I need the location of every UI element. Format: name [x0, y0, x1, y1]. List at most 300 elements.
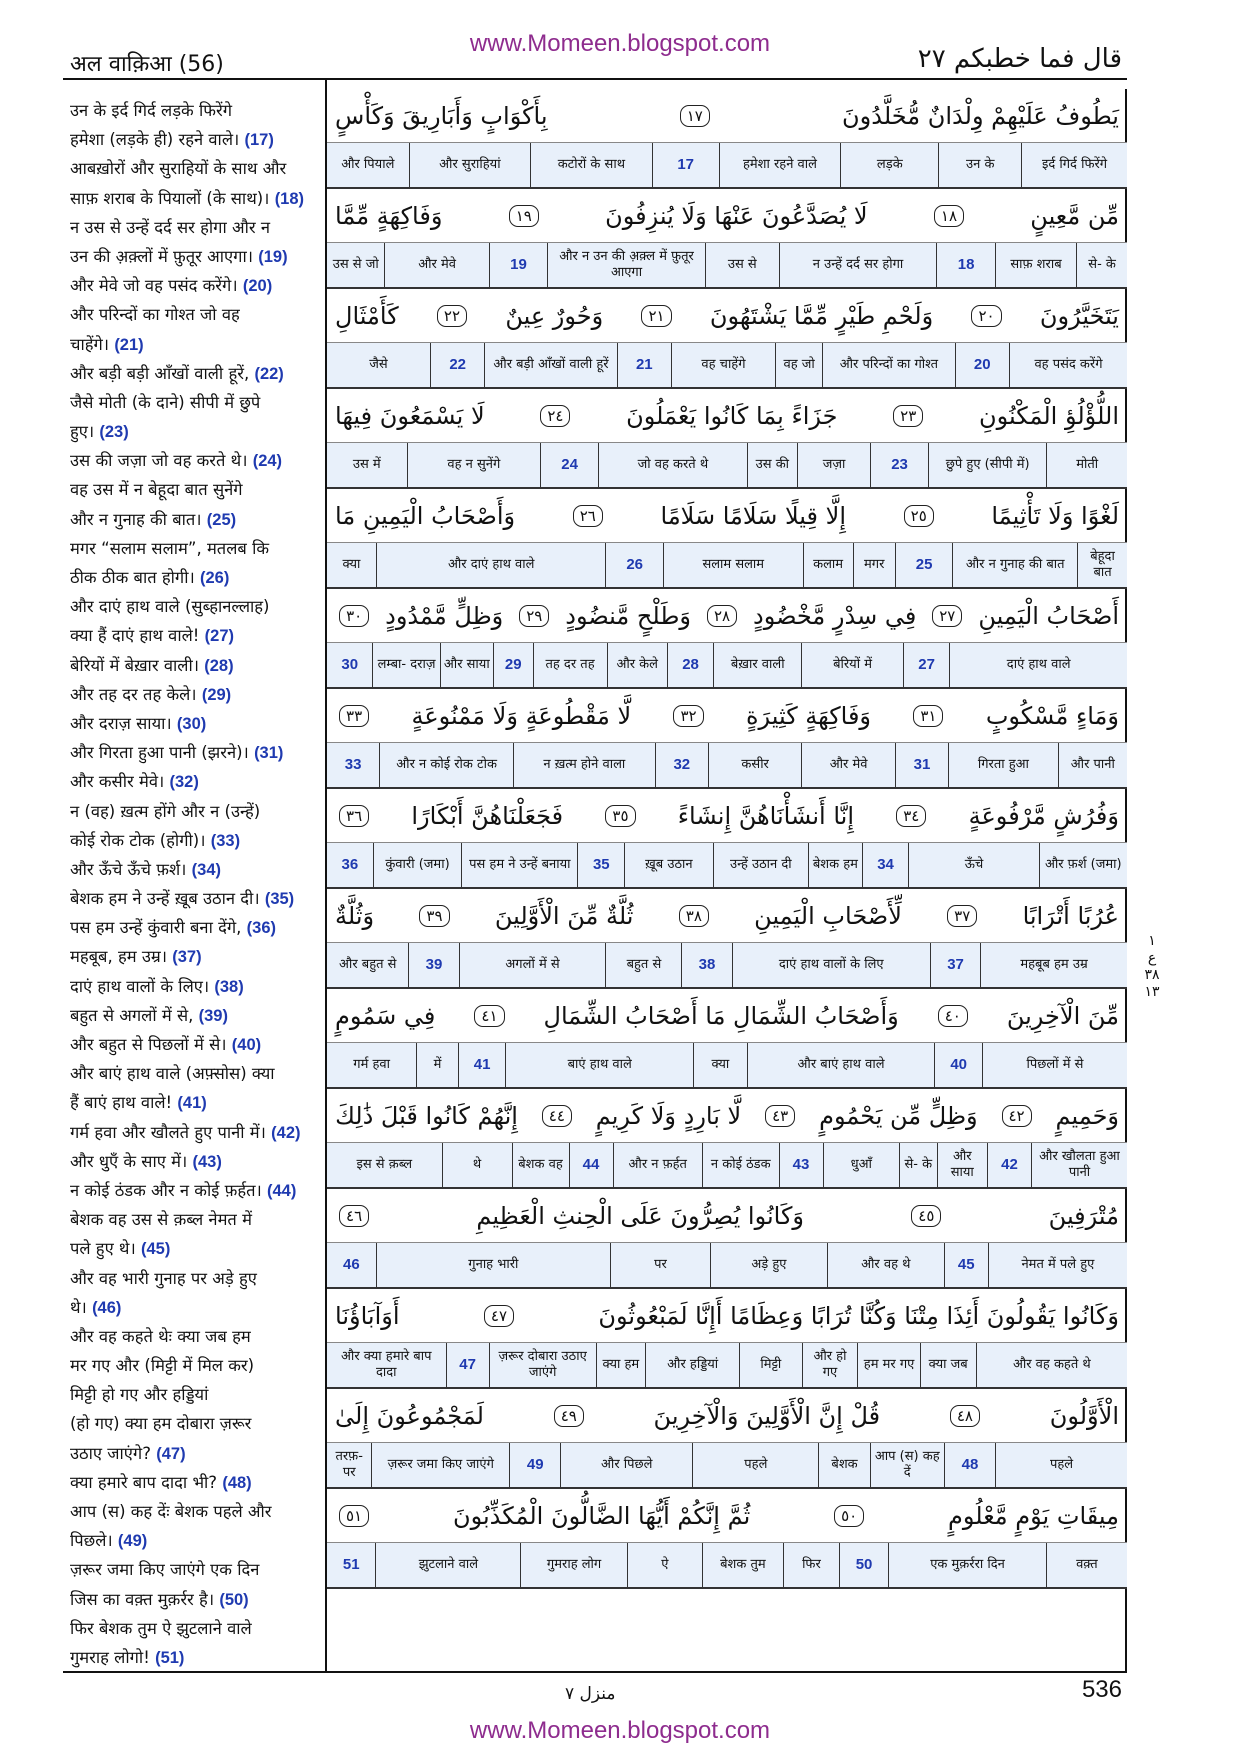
translation-text: उन की अ़क़्लों में फ़ुतूर आएगा।: [70, 246, 253, 266]
meaning-row: [327, 543, 1127, 589]
meaning-verse-number: 22: [430, 343, 484, 387]
translation-text: और दराज़ साया।: [70, 713, 172, 733]
arabic-text: يَتَخَيَّرُونَ: [1039, 301, 1119, 330]
translation-text: जैसे मोती (के दाने) सीपी में छुपे: [70, 392, 261, 412]
meaning-cell: हम मर गए: [857, 1343, 919, 1387]
ayah-marker: ٢٧: [932, 605, 962, 627]
translation-text: थे।: [70, 1297, 87, 1317]
meaning-cell: मिट्टी: [739, 1343, 801, 1387]
translation-line: [70, 1176, 322, 1205]
verse-number: (31): [254, 744, 284, 763]
arabic-text: لَا يَسْمَعُونَ فِيهَا: [335, 401, 485, 430]
translation-text: वह उस में न बेहूदा बात सुनेंगे: [70, 480, 243, 500]
arabic-line: [327, 89, 1127, 143]
meaning-cell: उन के: [938, 143, 1021, 187]
meaning-cell: थे: [442, 1143, 512, 1187]
meaning-verse-number: 25: [895, 543, 952, 587]
arabic-text: فِي سِدْرٍ مَّخْضُودٍ: [753, 601, 917, 630]
translation-line: [70, 271, 322, 300]
meaning-verse-number: 21: [617, 343, 671, 387]
meaning-cell: जैसे: [369, 357, 388, 372]
meaning-cell: झुटलाने वाले: [375, 1543, 520, 1587]
meaning-cell: हमेशा रहने वाले: [719, 143, 840, 187]
translation-line: [70, 1205, 322, 1234]
ayah-marker: ٢٥: [904, 505, 934, 527]
meaning-verse-number: 19: [489, 243, 547, 287]
arabic-line: [327, 289, 1127, 343]
meaning-cell: इस से क़ब्ल: [356, 1157, 413, 1172]
translation-text: ठीक ठीक बात होगी।: [70, 568, 195, 587]
meaning-cell: वक़्त: [1046, 1543, 1127, 1587]
meaning-row: [327, 643, 1127, 689]
meaning-cell: और न गुनाह की बात: [952, 543, 1077, 587]
arabic-text: وَظِلٍّ مَّمْدُودٍ: [385, 601, 504, 630]
translation-line: [70, 1468, 322, 1497]
translation-text: और बहुत से पिछलों में से।: [70, 1035, 227, 1054]
translation-text: और परिन्दों का गोश्त जो वह: [70, 305, 240, 325]
translation-line: [70, 475, 322, 504]
translation-line: [70, 388, 322, 417]
translation-line: [70, 1264, 322, 1293]
translation-line: [70, 534, 322, 563]
meaning-cell: लम्बा- दराज़: [372, 643, 439, 687]
translation-text: गुमराह लोगो!: [70, 1647, 150, 1667]
verse-number: (22): [254, 364, 284, 383]
arabic-text: بِأَكْوَابٍ وَأَبَارِيقَ وَكَأْسٍ: [335, 101, 548, 130]
ayah-marker: ٥١: [339, 1505, 369, 1527]
meaning-verse-number: 34: [862, 843, 909, 887]
meaning-verse-number: 17: [652, 143, 719, 187]
meaning-cell: पर: [610, 1243, 710, 1287]
meaning-verse-number: 37: [930, 943, 980, 987]
meaning-cell: पिछलों में से: [982, 1043, 1127, 1087]
meaning-cell: और खौलता हुआ पानी: [1031, 1143, 1127, 1187]
translation-text: और न गुनाह की बात।: [70, 509, 202, 529]
ayah-marker: ٣٣: [339, 705, 369, 727]
arabic-text: وَفُرُشٍ مَّرْفُوعَةٍ: [968, 801, 1119, 830]
ayah-marker: ٤٧: [484, 1305, 514, 1327]
translation-line: [70, 213, 322, 242]
meaning-cell: उस की: [747, 443, 797, 487]
arabic-line: [327, 1089, 1127, 1143]
translation-line: [70, 1147, 322, 1176]
meaning-cell: धुआँ: [823, 1143, 900, 1187]
meaning-verse-number: 45: [944, 1243, 988, 1287]
meaning-cell: एक मुक़र्ररा दिन: [888, 1543, 1045, 1587]
translation-text: और तह दर तह केले।: [70, 684, 197, 704]
arabic-text: وَظِلٍّ مِّن يَحْمُومٍ: [819, 1101, 978, 1130]
meaning-cell: और वह कहते थे: [976, 1343, 1127, 1387]
ruku-marker-text: ١٣: [1144, 984, 1160, 1000]
translation-line: [70, 1439, 322, 1468]
ayah-marker: ٥٠: [834, 1505, 864, 1527]
meaning-row: [327, 1343, 1127, 1389]
ayah-marker: ٢٩: [519, 605, 549, 627]
meaning-cell: क्या: [342, 557, 361, 572]
verse-number: (27): [204, 627, 234, 646]
meaning-verse-number: 51: [342, 1556, 360, 1573]
ayah-marker: ٤٣: [765, 1105, 795, 1127]
meaning-cell: और साया: [440, 643, 493, 687]
verse-number: (50): [219, 1590, 249, 1609]
meaning-verse-number: 49: [509, 1443, 560, 1487]
arabic-text: يَطُوفُ عَلَيْهِمْ وِلْدَانٌ مُّخَلَّدُونَ: [842, 101, 1119, 130]
translation-line: [70, 184, 322, 213]
translation-text: मिट्टी हो गए और हड्डियां: [70, 1385, 209, 1405]
meaning-cell: गर्म हवा: [353, 1057, 390, 1072]
meaning-cell: गुमराह लोग: [520, 1543, 627, 1587]
arabic-text: فَجَعَلْنَاهُنَّ أَبْكَارًا: [411, 801, 564, 830]
meaning-cell: मगर: [853, 543, 895, 587]
verse-number: (17): [244, 131, 274, 150]
translation-text: फिर बेशक तुम ऐ झुटलाने वाले: [70, 1618, 252, 1638]
translation-line: [70, 884, 322, 913]
arabic-text: لَغْوًا وَلَا تَأْثِيمًا: [991, 501, 1119, 530]
meaning-cell: ऐ: [627, 1543, 702, 1587]
meaning-cell: कलाम: [803, 543, 853, 587]
meaning-cell: गुनाह भारी: [376, 1243, 610, 1287]
translation-text: मर गए और (मिट्टी में मिल कर): [70, 1356, 255, 1376]
translation-line: [70, 1380, 322, 1409]
verse-number: (33): [210, 831, 241, 850]
translation-text: ज़रूर जमा किए जाएंगे एक दिन: [70, 1560, 260, 1580]
meaning-verse-number: 42: [987, 1143, 1031, 1187]
translation-text: चाहेंगे।: [70, 334, 110, 354]
meaning-verse-number: 29: [493, 643, 533, 687]
verse-number: (24): [252, 452, 283, 471]
verse-number: (32): [169, 773, 199, 792]
translation-line: [70, 1614, 322, 1643]
arabic-text: عُرُبًا أَتْرَابًا: [1022, 901, 1119, 930]
translation-line: [70, 1293, 322, 1322]
translation-column: [70, 96, 322, 1672]
ayah-marker: ٤٢: [1002, 1105, 1032, 1127]
translation-line: [70, 767, 322, 796]
translation-line: [70, 972, 322, 1001]
meaning-verse-number: 28: [667, 643, 713, 687]
ayah-marker: ٤١: [474, 1005, 504, 1027]
meaning-cell: आप (स) कह दें: [870, 1443, 944, 1487]
meaning-cell: और मेवे: [801, 743, 894, 787]
translation-text: न उस से उन्हें दर्द सर होगा और न: [70, 217, 271, 237]
verse-number: (39): [198, 1006, 228, 1025]
meaning-cell: पस हम ने उन्हें बनाया: [461, 843, 577, 887]
translation-line: [70, 1001, 322, 1030]
meaning-verse-number: 39: [408, 943, 458, 987]
meaning-cell: जज़ा: [797, 443, 870, 487]
meaning-cell: बेशक वह: [512, 1143, 569, 1187]
meaning-cell: वह पसंद करेंगे: [1009, 343, 1127, 387]
translation-line: [70, 1643, 322, 1672]
meaning-row: [327, 1143, 1127, 1189]
ayah-marker: ٣٨: [679, 905, 709, 927]
arabic-text: وَحَمِيمٍ: [1055, 1101, 1119, 1130]
translation-text: कोई रोक टोक (होगी)।: [70, 830, 206, 850]
meaning-row: [327, 443, 1127, 489]
verse-number: (25): [206, 510, 237, 529]
ayah-marker: ٢٨: [707, 605, 737, 627]
verse-number: (45): [140, 1240, 171, 1259]
translation-line: [70, 855, 322, 884]
arabic-text: وَأَصْحَابُ الشِّمَالِ مَا أَصْحَابُ الشِّمَالِ: [543, 1001, 899, 1030]
meaning-row: [327, 1043, 1127, 1089]
page-number: 536: [1081, 1676, 1122, 1703]
meaning-cell: और दाएं हाथ वाले: [376, 543, 606, 587]
meaning-cell: क्या: [693, 1043, 747, 1087]
arabic-line: [327, 1189, 1127, 1243]
verse-number: (19): [258, 247, 288, 266]
ayah-marker: ٣٤: [896, 805, 926, 827]
arabic-text: وَمَاءٍ مَّسْكُوبٍ: [985, 701, 1119, 730]
arabic-text: وَطَلْحٍ مَّنضُودٍ: [565, 601, 692, 630]
ayah-marker: ٣٦: [339, 805, 369, 827]
translation-line: [70, 942, 322, 971]
meaning-cell: बहुत से: [605, 943, 681, 987]
meaning-cell: और मेवे: [384, 243, 488, 287]
meaning-cell: और पानी: [1058, 743, 1127, 787]
verse-number: (42): [271, 1123, 301, 1142]
meaning-verse-number: 27: [903, 643, 949, 687]
verse-number: (26): [200, 569, 230, 587]
ayah-marker: ٤٤: [542, 1105, 572, 1127]
arabic-text: قُلْ إِنَّ الْأَوَّلِينَ وَالْآخِرِينَ: [653, 1401, 881, 1430]
meaning-cell: ज़रूर जमा किए जाएंगे: [371, 1443, 509, 1487]
arabic-line: [327, 589, 1127, 643]
verse-number: (37): [172, 948, 202, 967]
verse-number: (48): [222, 1473, 252, 1492]
meaning-verse-number: 35: [577, 843, 624, 887]
meaning-cell: क्या हम: [596, 1343, 646, 1387]
translation-line: [70, 563, 322, 592]
meaning-row: [327, 1443, 1127, 1489]
meaning-cell: पहले: [692, 1443, 818, 1487]
meaning-cell: दाएं हाथ वालों के लिए: [732, 943, 930, 987]
meaning-cell: तह दर तह: [533, 643, 607, 687]
translation-text: उठाए जाएंगे?: [70, 1443, 151, 1463]
top-rule: [63, 78, 1127, 80]
meaning-verse-number: 18: [936, 243, 994, 287]
arabic-text: وَفَاكِهَةٍ مِّمَّا: [335, 201, 443, 230]
meaning-verse-number: 43: [779, 1143, 823, 1187]
translation-line: [70, 154, 322, 183]
arabic-text: لَّا مَقْطُوعَةٍ وَلَا مَمْنُوعَةٍ: [411, 701, 632, 730]
translation-text: आप (स) कह देंः बेशक पहले और: [70, 1502, 272, 1521]
translation-text: हुए।: [70, 422, 95, 442]
meaning-cell: वह जो: [775, 343, 822, 387]
translation-text: और मेवे जो वह पसंद करेंगे।: [70, 276, 238, 296]
verse-number: (30): [176, 714, 207, 733]
ayah-marker: ٤٦: [339, 1205, 369, 1227]
ayah-marker: ٤٠: [938, 1005, 968, 1027]
ruku-marker: [1140, 933, 1164, 1001]
translation-text: पले हुए थे।: [70, 1239, 136, 1259]
verse-number: (20): [242, 277, 273, 296]
meaning-verse-number: 30: [341, 656, 359, 673]
meaning-row: [327, 743, 1127, 789]
meaning-cell: न उन्हें दर्द सर होगा: [779, 243, 937, 287]
website-url-top[interactable]: www.Momeen.blogspot.com: [469, 30, 771, 57]
meaning-cell: और हो गए: [802, 1343, 858, 1387]
meaning-cell: में: [416, 1043, 458, 1087]
meaning-verse-number: 41: [458, 1043, 506, 1087]
ayah-marker: ٣٢: [673, 705, 703, 727]
arabic-text: أَوَآبَاؤُنَا: [335, 1301, 400, 1330]
verse-number: (21): [114, 335, 144, 354]
meaning-cell: तरफ़- पर: [335, 1449, 363, 1480]
meaning-cell: उन्हें उठान दी: [713, 843, 808, 887]
arabic-line: [327, 1489, 1127, 1543]
meaning-cell: कुंवारी (जमा): [373, 843, 461, 887]
ayah-marker: ١٨: [934, 205, 964, 227]
meaning-verse-number: 48: [944, 1443, 995, 1487]
arabic-text: وَفَاكِهَةٍ كَثِيرَةٍ: [745, 701, 872, 730]
ayah-marker: ١٧: [680, 105, 710, 127]
meaning-cell: और पिछले: [560, 1443, 692, 1487]
translation-line: [70, 300, 322, 329]
translation-line: [70, 826, 322, 855]
translation-text: क्या हमारे बाप दादा भी?: [70, 1472, 218, 1492]
translation-line: [70, 1088, 322, 1117]
meaning-cell: और सुराहियां: [409, 143, 530, 187]
meaning-verse-number: 23: [870, 443, 928, 487]
translation-text: और वह भारी गुनाह पर अड़े हुए: [70, 1268, 257, 1288]
meaning-cell: न ख़त्म होने वाला: [513, 743, 655, 787]
arabic-text: كَأَمْثَالِ: [335, 301, 399, 330]
translation-text: बेशक हम ने उन्हें ख़ूब उठान दी।: [70, 889, 260, 909]
ruku-marker-text: ١: [1148, 933, 1156, 949]
meaning-row: [327, 1543, 1127, 1589]
ayah-marker: ٤٥: [911, 1205, 941, 1227]
meaning-verse-number: 32: [655, 743, 708, 787]
translation-line: [70, 1497, 322, 1526]
arabic-text: إِنَّهُمْ كَانُوا قَبْلَ ذَٰلِكَ: [335, 1101, 518, 1130]
verse-number: (28): [204, 656, 234, 675]
meaning-cell: क्या जब: [920, 1343, 976, 1387]
ayah-marker: ٣٩: [419, 905, 449, 927]
meaning-cell: उस से: [705, 243, 779, 287]
meaning-cell: और न उन की अ़क़्ल में फ़ुतूर आएगा: [547, 243, 705, 287]
meaning-cell: अड़े हुए: [710, 1243, 827, 1287]
meaning-verse-number: 47: [446, 1343, 489, 1387]
meaning-cell: फिर: [783, 1543, 839, 1587]
arabic-line: [327, 489, 1127, 543]
arabic-line: [327, 889, 1127, 943]
meaning-cell: बेरियों में: [801, 643, 903, 687]
meaning-cell: बेशक: [818, 1443, 869, 1487]
ruku-marker-text: ٣٨: [1144, 967, 1160, 983]
translation-line: [70, 738, 322, 767]
translation-text: दाएं हाथ वालों के लिए।: [70, 976, 210, 996]
arabic-text: وَأَصْحَابُ الْيَمِينِ مَا: [335, 501, 516, 530]
meaning-verse-number: 24: [540, 443, 598, 487]
meaning-cell: से- के: [899, 1143, 937, 1187]
verse-number: (36): [246, 919, 276, 938]
meaning-verse-number: 40: [934, 1043, 982, 1087]
meaning-cell: सलाम सलाम: [663, 543, 803, 587]
translation-line: [70, 1118, 322, 1147]
ayah-marker: ٣٥: [605, 805, 635, 827]
translation-text: बेरियों में बेख़ार वाली।: [70, 655, 199, 675]
meaning-cell: बेख़ार वाली: [713, 643, 801, 687]
ayah-marker: ٢٣: [893, 405, 923, 427]
translation-text: आबख़ोरों और सुराहियों के साथ और: [70, 159, 287, 179]
verse-number: (43): [192, 1152, 222, 1171]
meaning-verse-number: 44: [569, 1143, 613, 1187]
translation-line: [70, 651, 322, 680]
meaning-cell: और केले: [607, 643, 667, 687]
meaning-cell: और हड्डियां: [645, 1343, 739, 1387]
translation-line: [70, 1555, 322, 1584]
meaning-row: [327, 243, 1127, 289]
translation-text: और धुएँ के साए में।: [70, 1151, 188, 1171]
arabic-line: [327, 389, 1127, 443]
arabic-text: مِّنَ الْآخِرِينَ: [1006, 1001, 1119, 1030]
meaning-cell: और क्या हमारे बाप दादा: [341, 1349, 432, 1380]
meaning-row: [327, 143, 1127, 189]
juz-title: قال فما خطبكم ٢٧: [917, 44, 1122, 74]
ayah-marker: ٣٧: [947, 905, 977, 927]
translation-line: [70, 242, 322, 271]
translation-text: और कसीर मेवे।: [70, 772, 165, 792]
meaning-cell: नेमत में पले हुए: [988, 1243, 1127, 1287]
meaning-cell: पहले: [995, 1443, 1127, 1487]
meaning-cell: ज़रूर दोबारा उठाए जाएंगे: [489, 1343, 596, 1387]
translation-text: गर्म हवा और खौलते हुए पानी में।: [70, 1122, 266, 1142]
arabic-text: وَكَانُوا يَقُولُونَ أَئِذَا مِتْنَا وَكُنَّا تُرَابًا وَعِظَامًا أَإِنَّا لَمَبْعُوثُونَ: [598, 1301, 1119, 1330]
meaning-cell: ऊँचे: [908, 843, 1038, 887]
translation-text: बहुत से अगलों में से,: [70, 1005, 194, 1025]
arabic-text: إِلَّا قِيلًا سَلَامًا سَلَامًا: [660, 501, 846, 530]
ayah-marker: ٢٠: [971, 305, 1001, 327]
meaning-row: [327, 943, 1127, 989]
meaning-cell: उस से जो: [332, 257, 379, 272]
verse-number: (41): [177, 1094, 207, 1113]
arabic-text: اللُّؤْلُؤِ الْمَكْنُونِ: [978, 401, 1119, 430]
website-url-bottom[interactable]: www.Momeen.blogspot.com: [469, 1717, 771, 1744]
arabic-text: مِّن مَّعِينٍ: [1030, 201, 1119, 230]
translation-text: साफ़ शराब के पियालों (के साथ)।: [70, 188, 270, 208]
meaning-cell: और बाएं हाथ वाले: [747, 1043, 935, 1087]
translation-line: [70, 446, 322, 475]
meaning-row: [327, 1243, 1127, 1289]
arabic-text: لِّأَصْحَابِ الْيَمِينِ: [754, 901, 902, 930]
translation-line: [70, 359, 322, 388]
meaning-cell: और न फ़र्हत: [613, 1143, 703, 1187]
translation-line: [70, 1526, 322, 1555]
verse-number: (51): [155, 1648, 185, 1667]
meaning-cell: वह न सुनेंगे: [407, 443, 541, 487]
arabic-line: [327, 989, 1127, 1043]
ayah-marker: ٢٢: [437, 305, 467, 327]
translation-line: [70, 125, 322, 154]
meaning-verse-number: 31: [895, 743, 948, 787]
translation-text: और वह कहते थेः क्या जब हम: [70, 1326, 251, 1346]
arabic-text: مُتْرَفِينَ: [1048, 1201, 1119, 1230]
meaning-cell: बेशक हम: [808, 843, 862, 887]
arabic-text: ثُمَّ إِنَّكُمْ أَيُّهَا الضَّالُّونَ الْمُكَذِّبُونَ: [452, 1501, 751, 1530]
translation-line: [70, 1234, 322, 1263]
arabic-text: أَصْحَابُ الْيَمِينِ: [978, 601, 1119, 630]
meaning-row: [327, 843, 1127, 889]
meaning-cell: दाएं हाथ वाले: [949, 643, 1127, 687]
arabic-text: فِي سَمُومٍ: [335, 1001, 436, 1030]
meaning-verse-number: 46: [343, 1256, 360, 1273]
verse-number: (44): [266, 1181, 297, 1200]
meaning-cell: गिरता हुआ: [948, 743, 1058, 787]
translation-line: [70, 1322, 322, 1351]
translation-text: न कोई ठंडक और न कोई फ़र्हत।: [70, 1180, 262, 1200]
translation-text: हमेशा (लड़के ही) रहने वाले।: [70, 130, 240, 150]
